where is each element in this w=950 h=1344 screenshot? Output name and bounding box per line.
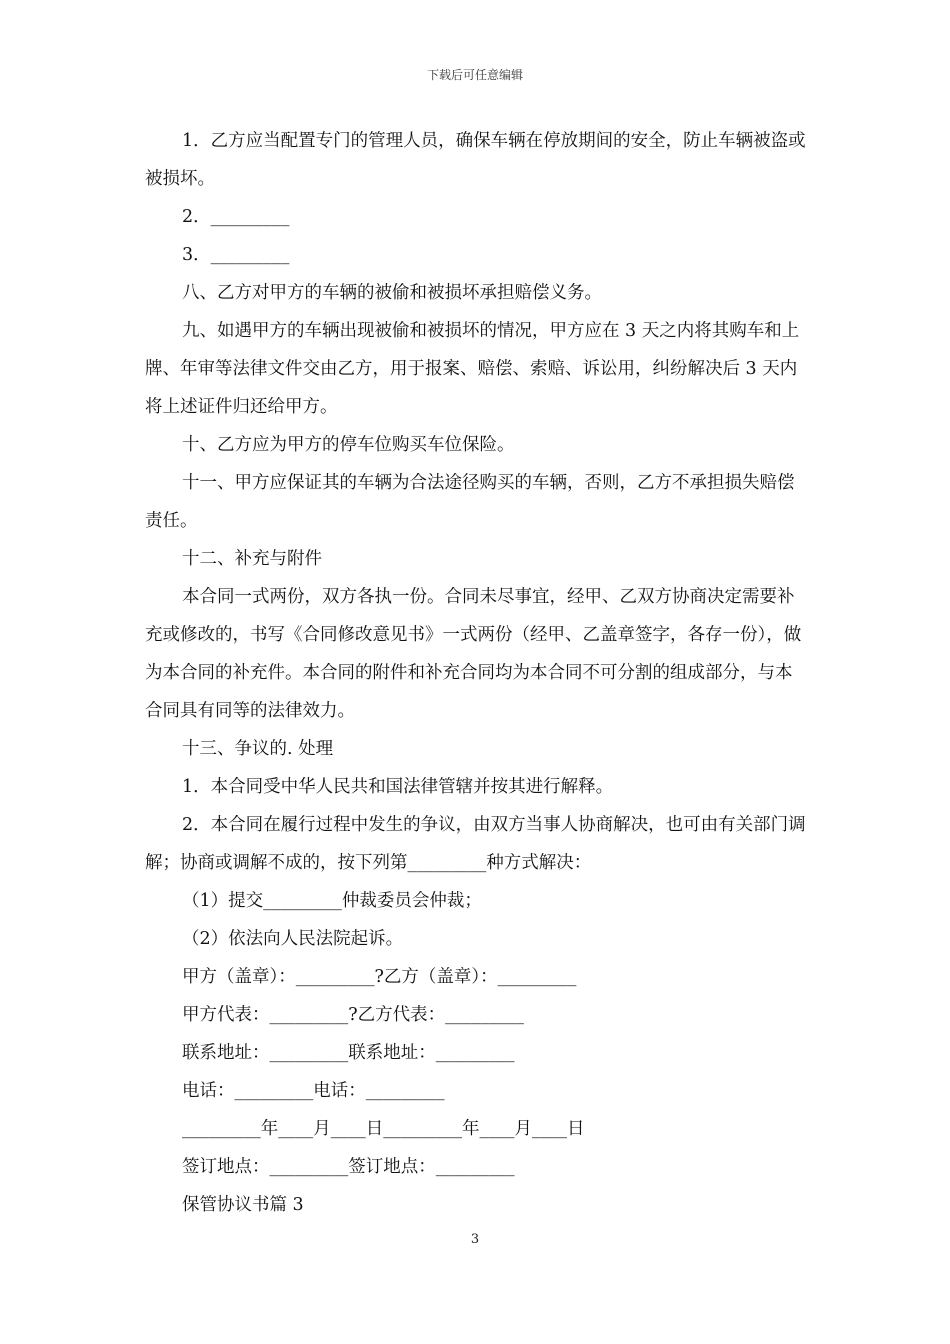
article-10-paragraph: 十、乙方应为甲方的停车位购买车位保险。	[182, 435, 515, 455]
signature-seal-line: 甲方（盖章）：_________?乙方（盖章）：_________	[182, 967, 577, 987]
article-8-paragraph: 八、乙方对甲方的车辆的被偷和被损坏承担赔偿义务。	[182, 283, 602, 303]
dispute-clause-2-paragraph: 2．本合同在履行过程中发生的争议，由双方当事人协商解决，也可由有关部门调解；协商或调解不成的，按下列第_________种方式解决：	[145, 815, 806, 873]
court-option-paragraph: （2）依法向人民法院起诉。	[182, 929, 404, 949]
article-11-paragraph: 十一、甲方应保证其的车辆为合法途径购买的车辆，否则，乙方不承担损失赔偿责任。	[145, 473, 795, 531]
page-number: 3	[470, 1232, 480, 1247]
section-title-line: 保管协议书篇 3	[182, 1195, 304, 1215]
clause-2-paragraph: 2．_________	[182, 207, 290, 227]
article-13-heading: 十三、争议的. 处理	[182, 739, 334, 759]
signing-place-line: 签订地点：_________签订地点：_________	[182, 1157, 515, 1177]
arbitration-option-paragraph: （1）提交_________仲裁委员会仲裁；	[182, 891, 482, 911]
phone-line: 电话：_________电话：_________	[182, 1081, 445, 1101]
article-12-heading: 十二、补充与附件	[182, 549, 322, 569]
dispute-clause-1-paragraph: 1．本合同受中华人民共和国法律管辖并按其进行解释。	[182, 777, 614, 797]
document-body	[145, 122, 807, 1224]
page-header: 下载后可任意编辑	[426, 68, 523, 82]
article-12-body-paragraph: 本合同一式两份，双方各执一份。合同未尽事宜，经甲、乙双方协商决定需要补充或修改的，书写《合同修改意见书》一式两份（经甲、乙盖章签字，各存一份），做为本合同的补充件。本合同的附件和补充合同均为本合同不可分割的组成部分，与本合同具有同等的法律效力。	[145, 587, 802, 721]
clause-3-paragraph: 3．_________	[182, 245, 290, 265]
date-line: _________年____月____日_________年____月____日	[182, 1119, 585, 1139]
address-line: 联系地址：_________联系地址：_________	[182, 1043, 515, 1063]
representative-line: 甲方代表：_________?乙方代表：_________	[182, 1005, 524, 1025]
clause-1-paragraph: 1．乙方应当配置专门的管理人员，确保车辆在停放期间的安全，防止车辆被盗或被损坏。	[145, 131, 806, 189]
article-9-paragraph: 九、如遇甲方的车辆出现被偷和被损坏的情况，甲方应在 3 天之内将其购车和上牌、年审等法律文件交由乙方，用于报案、赔偿、索赔、诉讼用，纠纷解决后 3 天内将上述证件归还给甲方。	[145, 321, 800, 417]
